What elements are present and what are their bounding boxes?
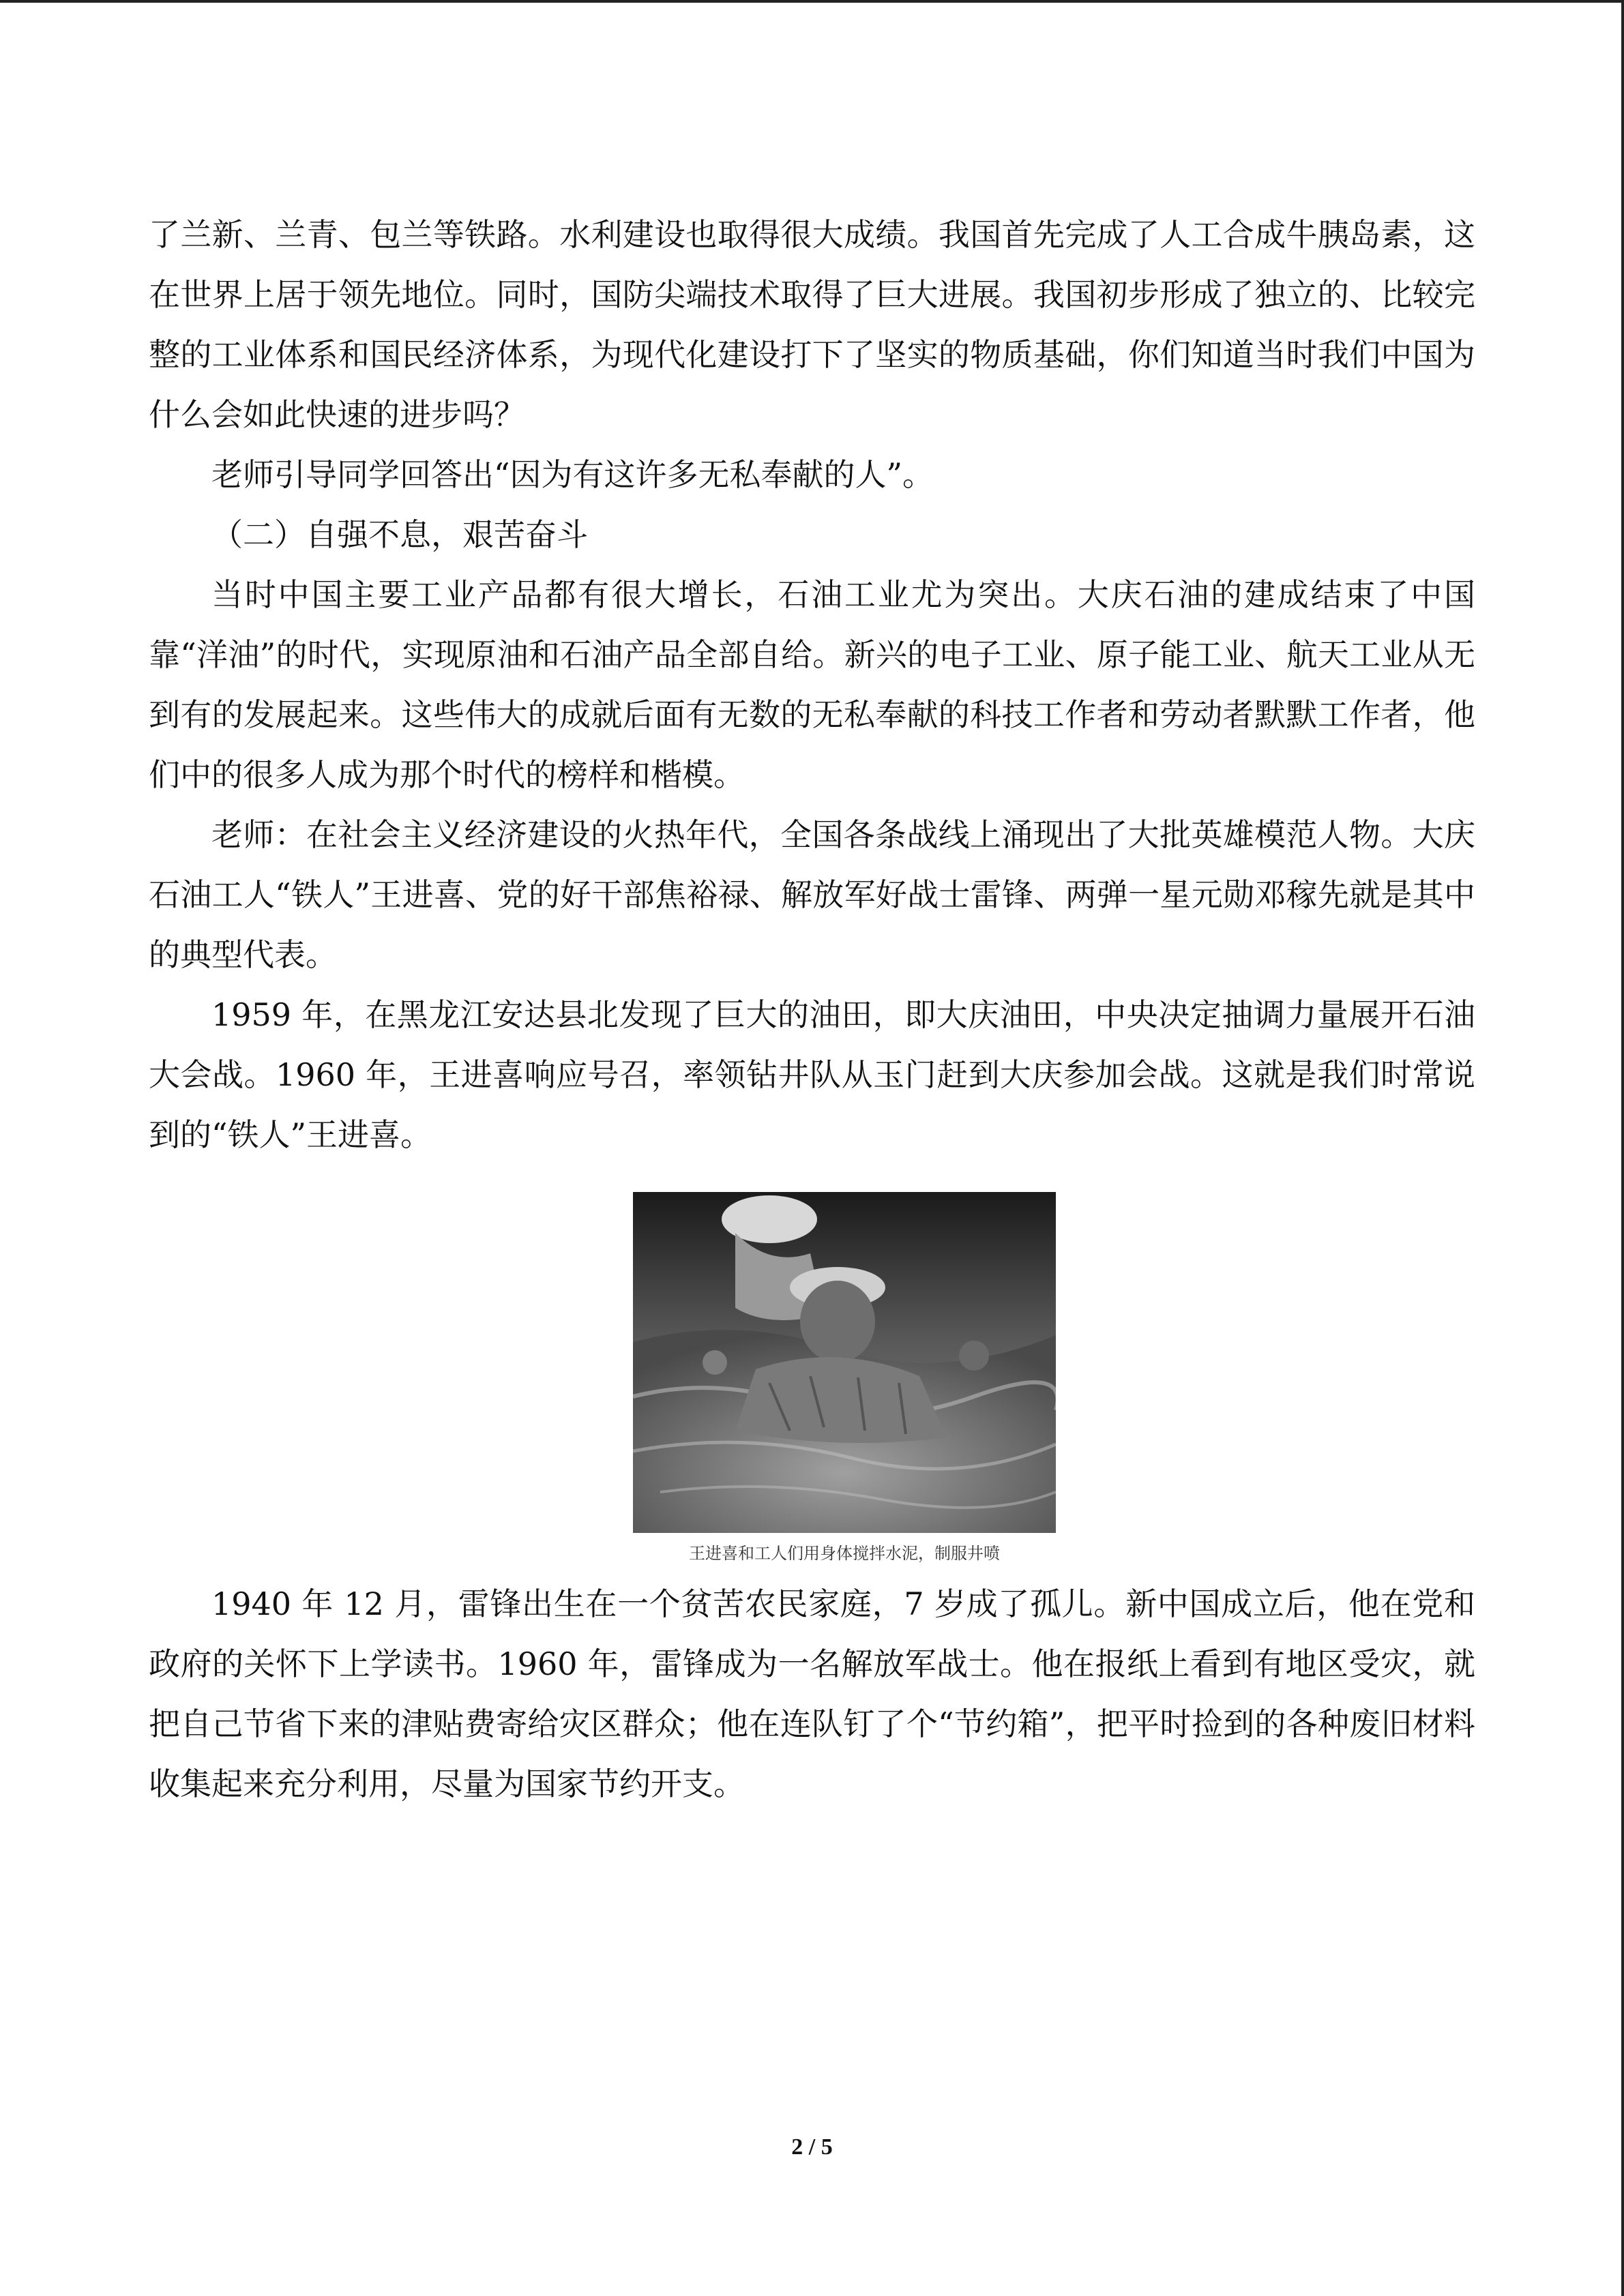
top-border-line (0, 0, 1624, 3)
paragraph-5: 1959 年，在黑龙江安达县北发现了巨大的油田，即大庆油田，中央决定抽调力量展开石油大会战。1960 年，王进喜响应号召，率领钻井队从玉门赶到大庆参加会战。这就是我们时常说到的“铁人”王进喜。 (149, 996, 1475, 1153)
figure (149, 1192, 1475, 1574)
section-heading-2: （二）自强不息，艰苦奋斗 (211, 516, 588, 553)
paragraph-4: 老师：在社会主义经济建设的火热年代，全国各条战线上涌现出了大批英雄模范人物。大庆石油工人“铁人”王进喜、党的好干部焦裕禄、解放军好战士雷锋、两弹一星元勋邓稼先就是其中的典型代表。 (149, 816, 1475, 973)
document-body (149, 205, 1475, 1814)
paragraph-2: 老师引导同学回答出“因为有这许多无私奉献的人”。 (211, 456, 934, 493)
photo-wang-jinxi (633, 1192, 1056, 1533)
paragraph-3: 当时中国主要工业产品都有很大增长，石油工业尤为突出。大庆石油的建成结束了中国靠“洋油”的时代，实现原油和石油产品全部自给。新兴的电子工业、原子能工业、航天工业从无到有的发展起来。这些伟大的成就后面有无数的无私奉献的科技工作者和劳动者默默工作者，他们中的很多人成为那个时代的榜样和楷模。 (149, 576, 1475, 793)
page-number: 2 / 5 (791, 2134, 833, 2160)
paragraph-1: 了兰新、兰青、包兰等铁路。水利建设也取得很大成绩。我国首先完成了人工合成牛胰岛素，这在世界上居于领先地位。同时，国防尖端技术取得了巨大进展。我国初步形成了独立的、比较完整的工业体系和国民经济体系，为现代化建设打下了坚实的物质基础，你们知道当时我们中国为什么会如此快速的进步吗？ (149, 216, 1475, 433)
figure-caption: 王进喜和工人们用身体搅拌水泥，制服井喷 (689, 1544, 1000, 1563)
paragraph-6: 1940 年 12 月，雷锋出生在一个贫苦农民家庭，7 岁成了孤儿。新中国成立后，他在党和政府的关怀下上学读书。1960 年，雷锋成为一名解放军战士。他在报纸上看到有地区受灾，就把自己节省下来的津贴费寄给灾区群众；他在连队钉了个“节约箱”，把平时捡到的各种废旧材料收集起来充分利用，尽量为国家节约开支。 (149, 1585, 1475, 1802)
right-border-line (1621, 0, 1624, 2296)
